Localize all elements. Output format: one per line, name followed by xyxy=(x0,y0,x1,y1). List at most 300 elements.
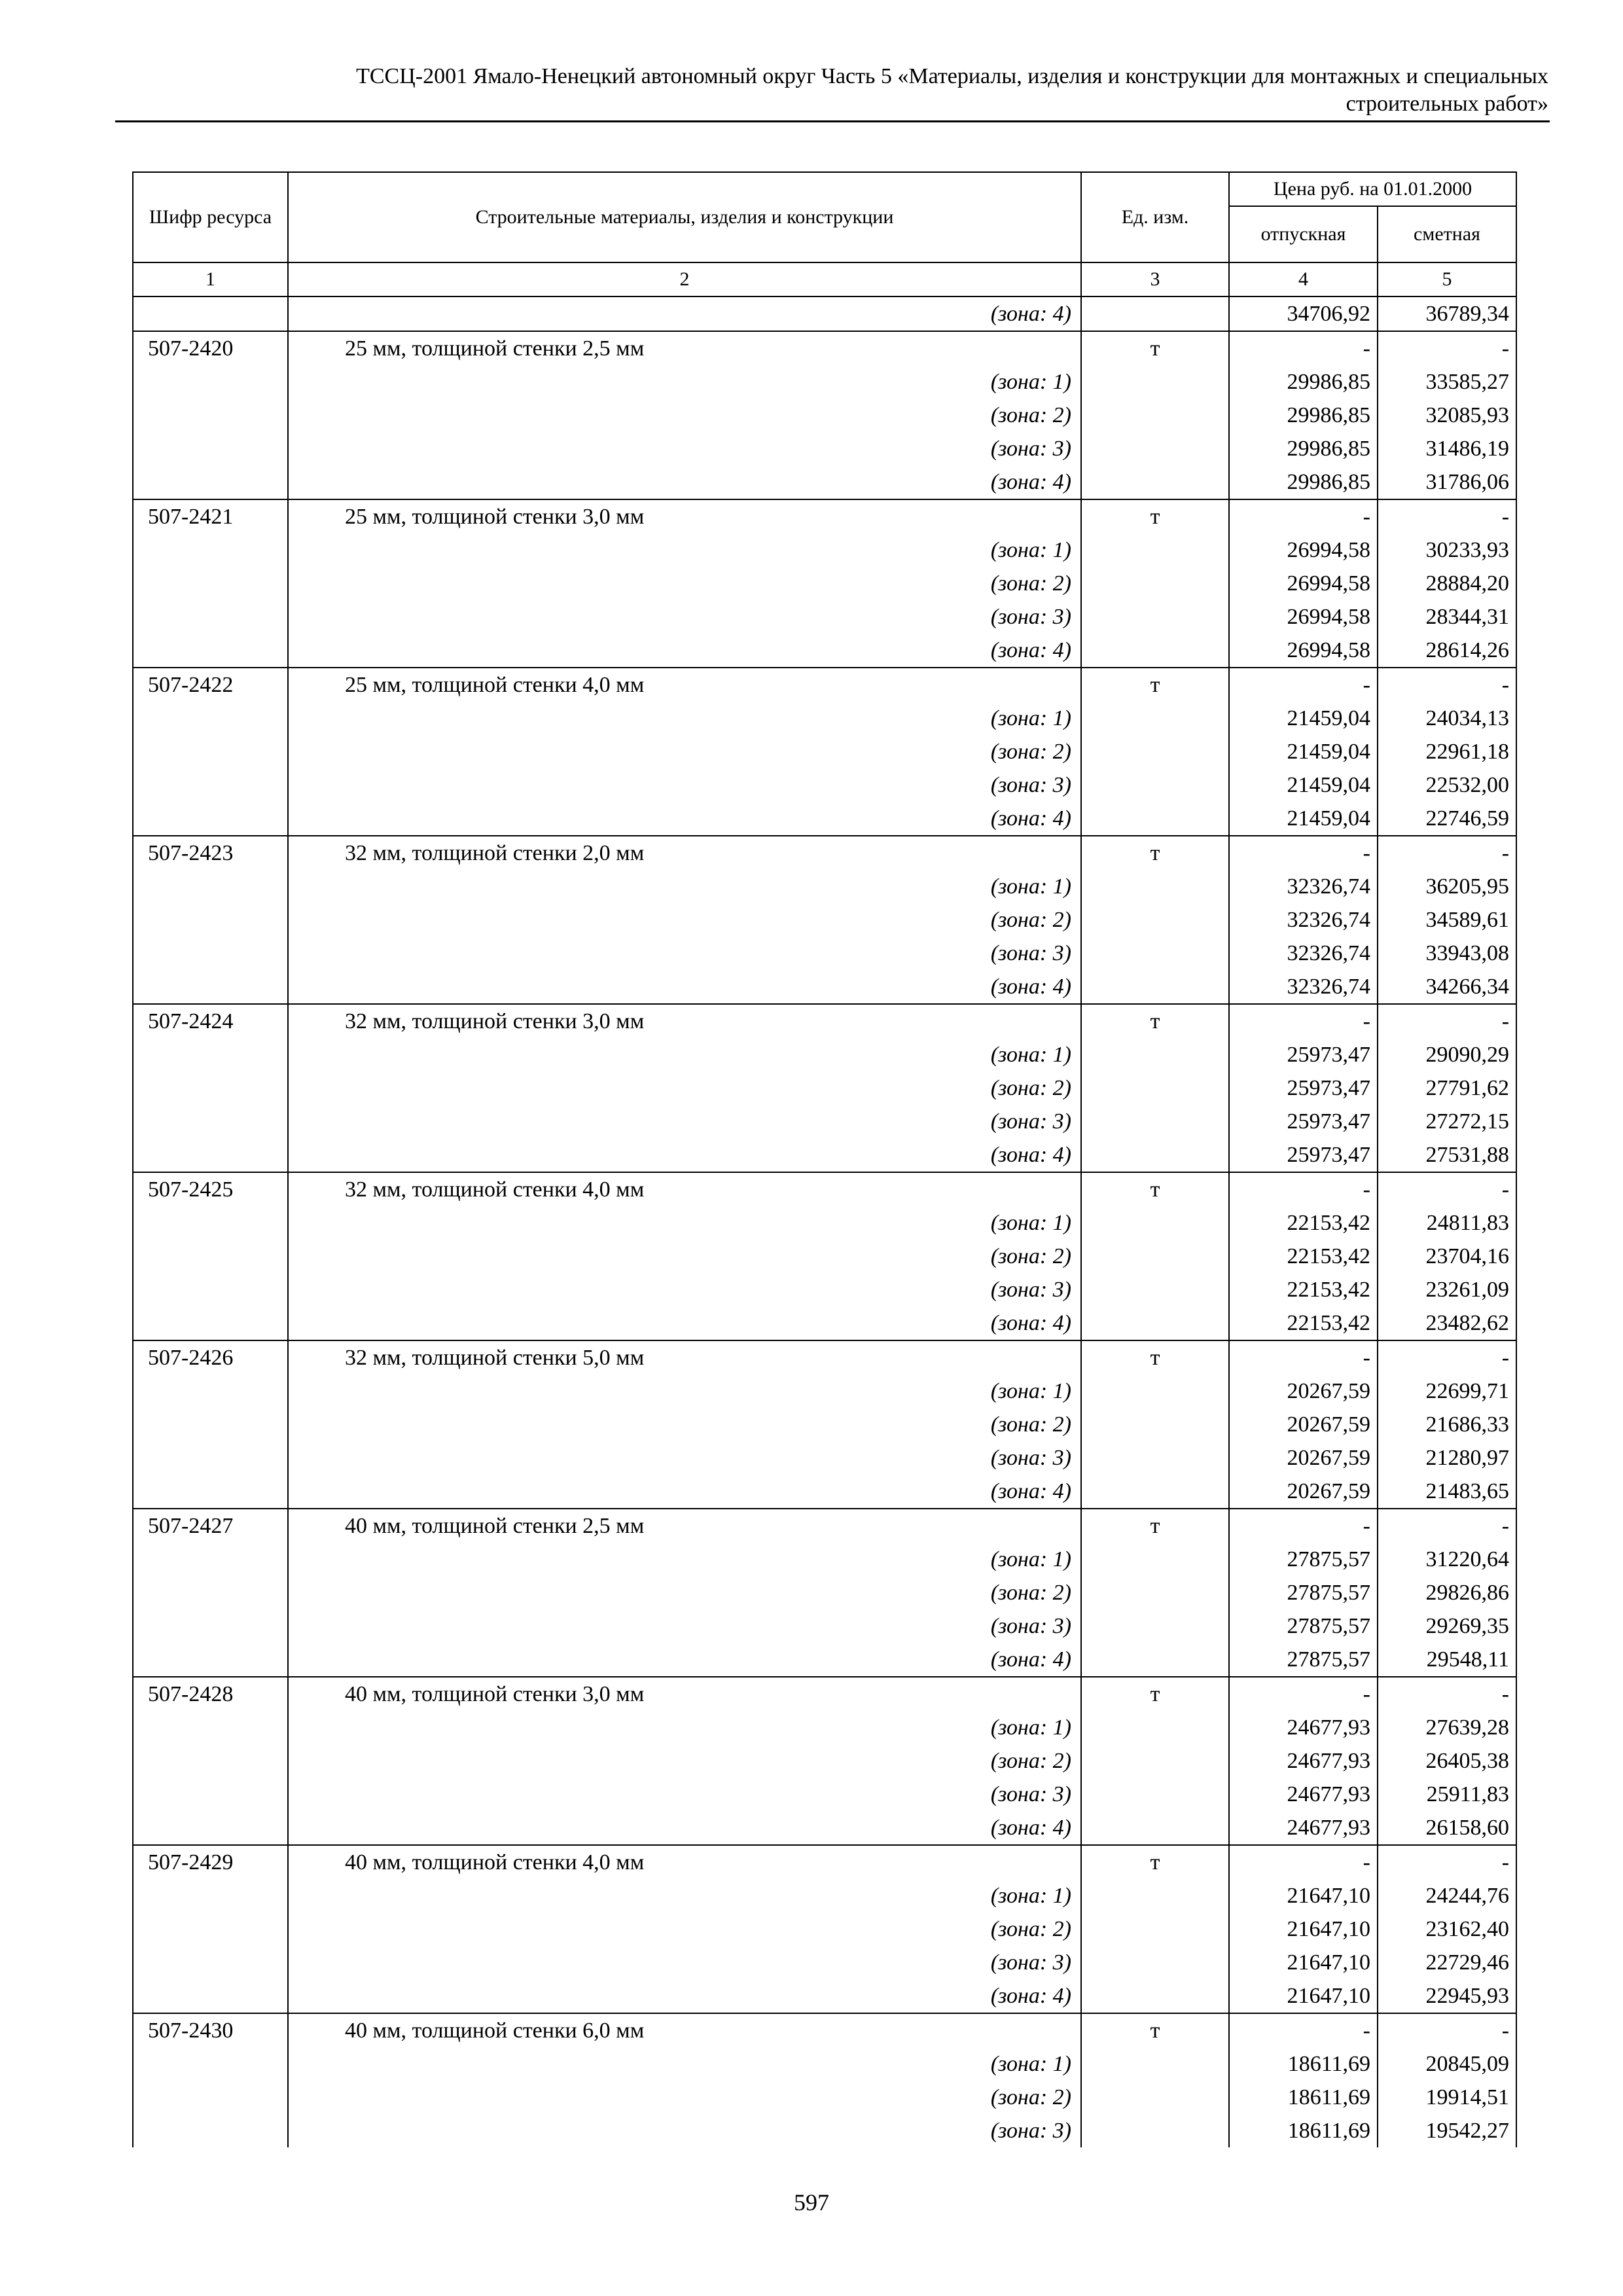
table-row xyxy=(133,331,1516,365)
cell-name: 40 мм, толщиной стенки 2,5 мм xyxy=(288,1509,1081,1543)
table-header xyxy=(133,172,1516,296)
cell-unit xyxy=(1081,1273,1229,1306)
cell-release-price: 21459,04 xyxy=(1229,702,1378,735)
cell-release-price: 24677,93 xyxy=(1229,1744,1378,1778)
zone-row xyxy=(133,2081,1516,2114)
cell-code xyxy=(133,1206,288,1240)
cell-unit: т xyxy=(1081,1677,1229,1711)
cell-zone: (зона: 2) xyxy=(288,1408,1081,1441)
cell-code xyxy=(133,1609,288,1643)
cell-estimate-price: 24811,83 xyxy=(1378,1206,1516,1240)
cell-estimate-price: - xyxy=(1378,499,1516,533)
cell-estimate-price: - xyxy=(1378,1172,1516,1206)
cell-unit xyxy=(1081,365,1229,399)
column-header-price-group: Цена руб. на 01.01.2000 xyxy=(1229,172,1516,206)
cell-estimate-price: 36789,34 xyxy=(1378,296,1516,331)
cell-code xyxy=(133,802,288,836)
cell-release-price: 32326,74 xyxy=(1229,937,1378,970)
cell-name: 32 мм, толщиной стенки 2,0 мм xyxy=(288,836,1081,870)
column-number-3: 3 xyxy=(1081,262,1229,296)
cell-release-price: 26994,58 xyxy=(1229,634,1378,668)
cell-release-price: 21459,04 xyxy=(1229,735,1378,768)
cell-unit xyxy=(1081,802,1229,836)
cell-zone: (зона: 3) xyxy=(288,1778,1081,1811)
cell-estimate-price: - xyxy=(1378,1340,1516,1374)
cell-unit: т xyxy=(1081,1340,1229,1374)
cell-estimate-price: 29090,29 xyxy=(1378,1038,1516,1071)
cell-unit xyxy=(1081,1576,1229,1609)
cell-name: 25 мм, толщиной стенки 3,0 мм xyxy=(288,499,1081,533)
cell-code xyxy=(133,1979,288,2013)
cell-estimate-price: 28614,26 xyxy=(1378,634,1516,668)
zone-row xyxy=(133,1778,1516,1811)
cell-zone: (зона: 4) xyxy=(288,1138,1081,1172)
cell-zone: (зона: 2) xyxy=(288,2081,1081,2114)
cell-unit xyxy=(1081,1711,1229,1744)
cell-unit: т xyxy=(1081,331,1229,365)
cell-unit xyxy=(1081,399,1229,432)
cell-estimate-price: 20845,09 xyxy=(1378,2047,1516,2081)
cell-estimate-price: 22532,00 xyxy=(1378,768,1516,802)
cell-estimate-price: 27272,15 xyxy=(1378,1105,1516,1138)
cell-code: 507-2422 xyxy=(133,668,288,702)
cell-name: 32 мм, толщиной стенки 5,0 мм xyxy=(288,1340,1081,1374)
cell-zone: (зона: 4) xyxy=(288,1475,1081,1509)
cell-zone: (зона: 4) xyxy=(288,970,1081,1004)
column-header-release-price: отпускная xyxy=(1229,206,1378,262)
cell-code xyxy=(133,1778,288,1811)
zone-row xyxy=(133,1946,1516,1979)
header-rule xyxy=(115,120,1550,122)
cell-code xyxy=(133,937,288,970)
cell-unit: т xyxy=(1081,499,1229,533)
cell-code xyxy=(133,399,288,432)
cell-code xyxy=(133,970,288,1004)
cell-unit xyxy=(1081,1138,1229,1172)
cell-zone: (зона: 1) xyxy=(288,1879,1081,1912)
cell-estimate-price: 31486,19 xyxy=(1378,432,1516,465)
cell-code xyxy=(133,1105,288,1138)
cell-unit: т xyxy=(1081,836,1229,870)
zone-row xyxy=(133,702,1516,735)
cell-code xyxy=(133,533,288,567)
cell-code xyxy=(133,465,288,499)
cell-estimate-price: 21280,97 xyxy=(1378,1441,1516,1475)
zone-row xyxy=(133,1744,1516,1778)
cell-code xyxy=(133,1811,288,1845)
price-table xyxy=(132,171,1517,2147)
cell-release-price: 20267,59 xyxy=(1229,1441,1378,1475)
cell-estimate-price: 36205,95 xyxy=(1378,870,1516,903)
cell-release-price: 27875,57 xyxy=(1229,1576,1378,1609)
zone-row xyxy=(133,1441,1516,1475)
cell-estimate-price: 21686,33 xyxy=(1378,1408,1516,1441)
cell-estimate-price: 26158,60 xyxy=(1378,1811,1516,1845)
cell-release-price: 24677,93 xyxy=(1229,1778,1378,1811)
cell-unit: т xyxy=(1081,1004,1229,1038)
cell-zone: (зона: 2) xyxy=(288,1071,1081,1105)
cell-name: 32 мм, толщиной стенки 3,0 мм xyxy=(288,1004,1081,1038)
cell-release-price: 24677,93 xyxy=(1229,1811,1378,1845)
cell-release-price: 22153,42 xyxy=(1229,1240,1378,1273)
cell-unit xyxy=(1081,1879,1229,1912)
cell-zone: (зона: 2) xyxy=(288,735,1081,768)
zone-row xyxy=(133,1273,1516,1306)
cell-release-price: 22153,42 xyxy=(1229,1206,1378,1240)
cell-estimate-price: 21483,65 xyxy=(1378,1475,1516,1509)
cell-estimate-price: 32085,93 xyxy=(1378,399,1516,432)
cell-estimate-price: 29548,11 xyxy=(1378,1643,1516,1677)
cell-release-price: 26994,58 xyxy=(1229,533,1378,567)
cell-zone: (зона: 2) xyxy=(288,1576,1081,1609)
zone-row xyxy=(133,1543,1516,1576)
table-row xyxy=(133,499,1516,533)
cell-release-price: 27875,57 xyxy=(1229,1543,1378,1576)
cell-zone: (зона: 1) xyxy=(288,1038,1081,1071)
cell-unit xyxy=(1081,1441,1229,1475)
cell-zone: (зона: 3) xyxy=(288,2114,1081,2147)
cell-estimate-price: 33585,27 xyxy=(1378,365,1516,399)
cell-release-price: - xyxy=(1229,836,1378,870)
cell-zone: (зона: 1) xyxy=(288,1374,1081,1408)
cell-unit: т xyxy=(1081,1172,1229,1206)
cell-zone: (зона: 4) xyxy=(288,634,1081,668)
zone-row xyxy=(133,600,1516,634)
cell-estimate-price: 28344,31 xyxy=(1378,600,1516,634)
cell-unit xyxy=(1081,1543,1229,1576)
cell-zone: (зона: 1) xyxy=(288,1206,1081,1240)
column-number-2: 2 xyxy=(288,262,1081,296)
cell-code: 507-2429 xyxy=(133,1845,288,1879)
cell-unit xyxy=(1081,1038,1229,1071)
column-number-1: 1 xyxy=(133,262,288,296)
cell-code: 507-2428 xyxy=(133,1677,288,1711)
cell-estimate-price: 19914,51 xyxy=(1378,2081,1516,2114)
cell-estimate-price: 23162,40 xyxy=(1378,1912,1516,1946)
cell-release-price: 26994,58 xyxy=(1229,600,1378,634)
cell-estimate-price: 23704,16 xyxy=(1378,1240,1516,1273)
cell-unit: т xyxy=(1081,1509,1229,1543)
cell-estimate-price: - xyxy=(1378,836,1516,870)
cell-unit xyxy=(1081,1946,1229,1979)
zone-row xyxy=(133,533,1516,567)
table-body xyxy=(133,296,1516,2147)
cell-zone: (зона: 1) xyxy=(288,2047,1081,2081)
cell-code: 507-2426 xyxy=(133,1340,288,1374)
cell-release-price: - xyxy=(1229,1845,1378,1879)
cell-unit: т xyxy=(1081,668,1229,702)
zone-row xyxy=(133,1475,1516,1509)
zone-row xyxy=(133,365,1516,399)
cell-release-price: 20267,59 xyxy=(1229,1408,1378,1441)
cell-name: 25 мм, толщиной стенки 2,5 мм xyxy=(288,331,1081,365)
cell-code: 507-2430 xyxy=(133,2013,288,2047)
cell-code xyxy=(133,567,288,600)
cell-estimate-price: 22729,46 xyxy=(1378,1946,1516,1979)
cell-zone: (зона: 4) xyxy=(288,465,1081,499)
cell-unit xyxy=(1081,1408,1229,1441)
cell-code xyxy=(133,365,288,399)
cell-unit xyxy=(1081,1609,1229,1643)
cell-estimate-price: - xyxy=(1378,2013,1516,2047)
cell-estimate-price: 27531,88 xyxy=(1378,1138,1516,1172)
cell-unit xyxy=(1081,735,1229,768)
cell-release-price: 32326,74 xyxy=(1229,903,1378,937)
cell-release-price: 21459,04 xyxy=(1229,768,1378,802)
column-header-code: Шифр ресурса xyxy=(133,172,288,262)
cell-unit xyxy=(1081,1306,1229,1340)
cell-unit xyxy=(1081,600,1229,634)
cell-unit xyxy=(1081,1374,1229,1408)
column-header-name: Строительные материалы, изделия и конструкции xyxy=(288,172,1081,262)
zone-row xyxy=(133,2114,1516,2147)
cell-zone: (зона: 2) xyxy=(288,1240,1081,1273)
cell-estimate-price: 22945,93 xyxy=(1378,1979,1516,2013)
cell-code xyxy=(133,1374,288,1408)
cell-code xyxy=(133,634,288,668)
cell-estimate-price: - xyxy=(1378,1845,1516,1879)
zone-row xyxy=(133,465,1516,499)
cell-code xyxy=(133,1912,288,1946)
cell-release-price: - xyxy=(1229,331,1378,365)
table-row xyxy=(133,1004,1516,1038)
cell-unit xyxy=(1081,1475,1229,1509)
zone-row xyxy=(133,634,1516,668)
cell-zone: (зона: 4) xyxy=(288,1306,1081,1340)
cell-release-price: 26994,58 xyxy=(1229,567,1378,600)
cell-zone: (зона: 3) xyxy=(288,432,1081,465)
cell-release-price: - xyxy=(1229,1677,1378,1711)
cell-unit xyxy=(1081,2047,1229,2081)
cell-zone: (зона: 3) xyxy=(288,1946,1081,1979)
cell-code: 507-2421 xyxy=(133,499,288,533)
table-row xyxy=(133,1340,1516,1374)
cell-estimate-price: 31786,06 xyxy=(1378,465,1516,499)
zone-row xyxy=(133,1138,1516,1172)
table-row xyxy=(133,1509,1516,1543)
continued-zone-row xyxy=(133,296,1516,331)
cell-release-price: 24677,93 xyxy=(1229,1711,1378,1744)
cell-zone: (зона: 3) xyxy=(288,1273,1081,1306)
cell-name: 40 мм, толщиной стенки 3,0 мм xyxy=(288,1677,1081,1711)
cell-estimate-price: 22699,71 xyxy=(1378,1374,1516,1408)
zone-row xyxy=(133,1576,1516,1609)
column-header-unit: Ед. изм. xyxy=(1081,172,1229,262)
cell-code xyxy=(133,1306,288,1340)
cell-release-price: 29986,85 xyxy=(1229,365,1378,399)
column-header-estimate-price: сметная xyxy=(1378,206,1516,262)
cell-code xyxy=(133,1273,288,1306)
cell-unit xyxy=(1081,1744,1229,1778)
cell-code xyxy=(133,735,288,768)
cell-estimate-price: 29826,86 xyxy=(1378,1576,1516,1609)
cell-code xyxy=(133,1038,288,1071)
cell-name: 32 мм, толщиной стенки 4,0 мм xyxy=(288,1172,1081,1206)
cell-code xyxy=(133,1643,288,1677)
zone-row xyxy=(133,735,1516,768)
zone-row xyxy=(133,1979,1516,2013)
cell-estimate-price: 29269,35 xyxy=(1378,1609,1516,1643)
cell-unit: т xyxy=(1081,1845,1229,1879)
cell-estimate-price: 24034,13 xyxy=(1378,702,1516,735)
page-header-line-1: ТССЦ-2001 Ямало-Ненецкий автономный округ Часть 5 «Материалы, изделия и конструкции для монтажных и специальных xyxy=(356,64,1548,88)
cell-release-price: 21647,10 xyxy=(1229,1979,1378,2013)
cell-release-price: 18611,69 xyxy=(1229,2047,1378,2081)
cell-estimate-price: 22746,59 xyxy=(1378,802,1516,836)
cell-code xyxy=(133,768,288,802)
cell-zone: (зона: 3) xyxy=(288,600,1081,634)
cell-estimate-price: 24244,76 xyxy=(1378,1879,1516,1912)
table-row xyxy=(133,2013,1516,2047)
cell-estimate-price: 23482,62 xyxy=(1378,1306,1516,1340)
cell-unit xyxy=(1081,1071,1229,1105)
cell-code xyxy=(133,1441,288,1475)
cell-unit xyxy=(1081,567,1229,600)
cell-release-price: 22153,42 xyxy=(1229,1306,1378,1340)
cell-code: 507-2420 xyxy=(133,331,288,365)
cell-zone: (зона: 4) xyxy=(288,1979,1081,2013)
cell-unit xyxy=(1081,970,1229,1004)
cell-zone: (зона: 1) xyxy=(288,870,1081,903)
cell-code xyxy=(133,1711,288,1744)
cell-unit xyxy=(1081,2081,1229,2114)
cell-code xyxy=(133,1879,288,1912)
zone-row xyxy=(133,567,1516,600)
cell-code xyxy=(133,1138,288,1172)
zone-row xyxy=(133,1711,1516,1744)
zone-row xyxy=(133,802,1516,836)
zone-row xyxy=(133,1408,1516,1441)
cell-zone: (зона: 3) xyxy=(288,1441,1081,1475)
cell-code xyxy=(133,2081,288,2114)
cell-name: 25 мм, толщиной стенки 4,0 мм xyxy=(288,668,1081,702)
cell-estimate-price: 23261,09 xyxy=(1378,1273,1516,1306)
zone-row xyxy=(133,399,1516,432)
zone-row xyxy=(133,432,1516,465)
cell-estimate-price: 34589,61 xyxy=(1378,903,1516,937)
table-row xyxy=(133,1677,1516,1711)
cell-estimate-price: 25911,83 xyxy=(1378,1778,1516,1811)
cell-unit xyxy=(1081,465,1229,499)
cell-release-price: 25973,47 xyxy=(1229,1105,1378,1138)
cell-zone: (зона: 2) xyxy=(288,903,1081,937)
zone-row xyxy=(133,1643,1516,1677)
cell-release-price: 20267,59 xyxy=(1229,1475,1378,1509)
cell-unit xyxy=(1081,1240,1229,1273)
zone-row xyxy=(133,1609,1516,1643)
cell-zone: (зона: 3) xyxy=(288,1105,1081,1138)
cell-zone: (зона: 3) xyxy=(288,1609,1081,1643)
cell-release-price: - xyxy=(1229,1172,1378,1206)
cell-release-price: 32326,74 xyxy=(1229,870,1378,903)
cell-release-price: 21647,10 xyxy=(1229,1912,1378,1946)
cell-estimate-price: 27791,62 xyxy=(1378,1071,1516,1105)
cell-code xyxy=(133,903,288,937)
cell-unit xyxy=(1081,1778,1229,1811)
zone-row xyxy=(133,1071,1516,1105)
cell-unit xyxy=(1081,1979,1229,2013)
cell-release-price: 29986,85 xyxy=(1229,432,1378,465)
cell-unit xyxy=(1081,702,1229,735)
cell-code xyxy=(133,1408,288,1441)
zone-row xyxy=(133,2047,1516,2081)
cell-code xyxy=(133,600,288,634)
cell-unit xyxy=(1081,634,1229,668)
cell-zone: (зона: 2) xyxy=(288,1912,1081,1946)
cell-zone: (зона: 2) xyxy=(288,399,1081,432)
cell-code: 507-2425 xyxy=(133,1172,288,1206)
cell-release-price: 20267,59 xyxy=(1229,1374,1378,1408)
cell-release-price: 18611,69 xyxy=(1229,2081,1378,2114)
cell-release-price: 27875,57 xyxy=(1229,1643,1378,1677)
cell-release-price: - xyxy=(1229,2013,1378,2047)
cell-code xyxy=(133,702,288,735)
cell-estimate-price: 33943,08 xyxy=(1378,937,1516,970)
cell-zone: (зона: 1) xyxy=(288,702,1081,735)
zone-row xyxy=(133,1038,1516,1071)
cell-code xyxy=(133,296,288,331)
cell-estimate-price: - xyxy=(1378,668,1516,702)
table-row xyxy=(133,668,1516,702)
cell-release-price: 34706,92 xyxy=(1229,296,1378,331)
cell-unit xyxy=(1081,937,1229,970)
cell-zone: (зона: 2) xyxy=(288,567,1081,600)
cell-zone: (зона: 1) xyxy=(288,365,1081,399)
cell-zone: (зона: 4) xyxy=(288,1643,1081,1677)
cell-unit xyxy=(1081,903,1229,937)
cell-release-price: 21459,04 xyxy=(1229,802,1378,836)
zone-row xyxy=(133,1879,1516,1912)
cell-release-price: 25973,47 xyxy=(1229,1071,1378,1105)
table-row xyxy=(133,836,1516,870)
cell-zone: (зона: 1) xyxy=(288,533,1081,567)
cell-zone: (зона: 1) xyxy=(288,1711,1081,1744)
cell-unit xyxy=(1081,1105,1229,1138)
column-number-5: 5 xyxy=(1378,262,1516,296)
cell-zone: (зона: 2) xyxy=(288,1744,1081,1778)
cell-release-price: 29986,85 xyxy=(1229,399,1378,432)
column-number-4: 4 xyxy=(1229,262,1378,296)
cell-estimate-price: - xyxy=(1378,1509,1516,1543)
cell-unit xyxy=(1081,1811,1229,1845)
zone-row xyxy=(133,1374,1516,1408)
cell-unit: т xyxy=(1081,2013,1229,2047)
cell-zone: (зона: 4) xyxy=(288,1811,1081,1845)
cell-code xyxy=(133,2047,288,2081)
zone-row xyxy=(133,937,1516,970)
cell-estimate-price: - xyxy=(1378,1677,1516,1711)
cell-unit xyxy=(1081,296,1229,331)
cell-code xyxy=(133,1240,288,1273)
cell-release-price: - xyxy=(1229,1004,1378,1038)
cell-code xyxy=(133,1744,288,1778)
cell-code xyxy=(133,432,288,465)
table-row xyxy=(133,1845,1516,1879)
cell-estimate-price: 27639,28 xyxy=(1378,1711,1516,1744)
cell-release-price: 25973,47 xyxy=(1229,1038,1378,1071)
cell-zone: (зона: 1) xyxy=(288,1543,1081,1576)
zone-row xyxy=(133,768,1516,802)
page-number: 597 xyxy=(794,2189,829,2215)
cell-release-price: - xyxy=(1229,499,1378,533)
cell-release-price: 32326,74 xyxy=(1229,970,1378,1004)
cell-estimate-price: 30233,93 xyxy=(1378,533,1516,567)
zone-row xyxy=(133,1240,1516,1273)
zone-row xyxy=(133,870,1516,903)
cell-unit xyxy=(1081,1643,1229,1677)
cell-estimate-price: 28884,20 xyxy=(1378,567,1516,600)
cell-code: 507-2427 xyxy=(133,1509,288,1543)
